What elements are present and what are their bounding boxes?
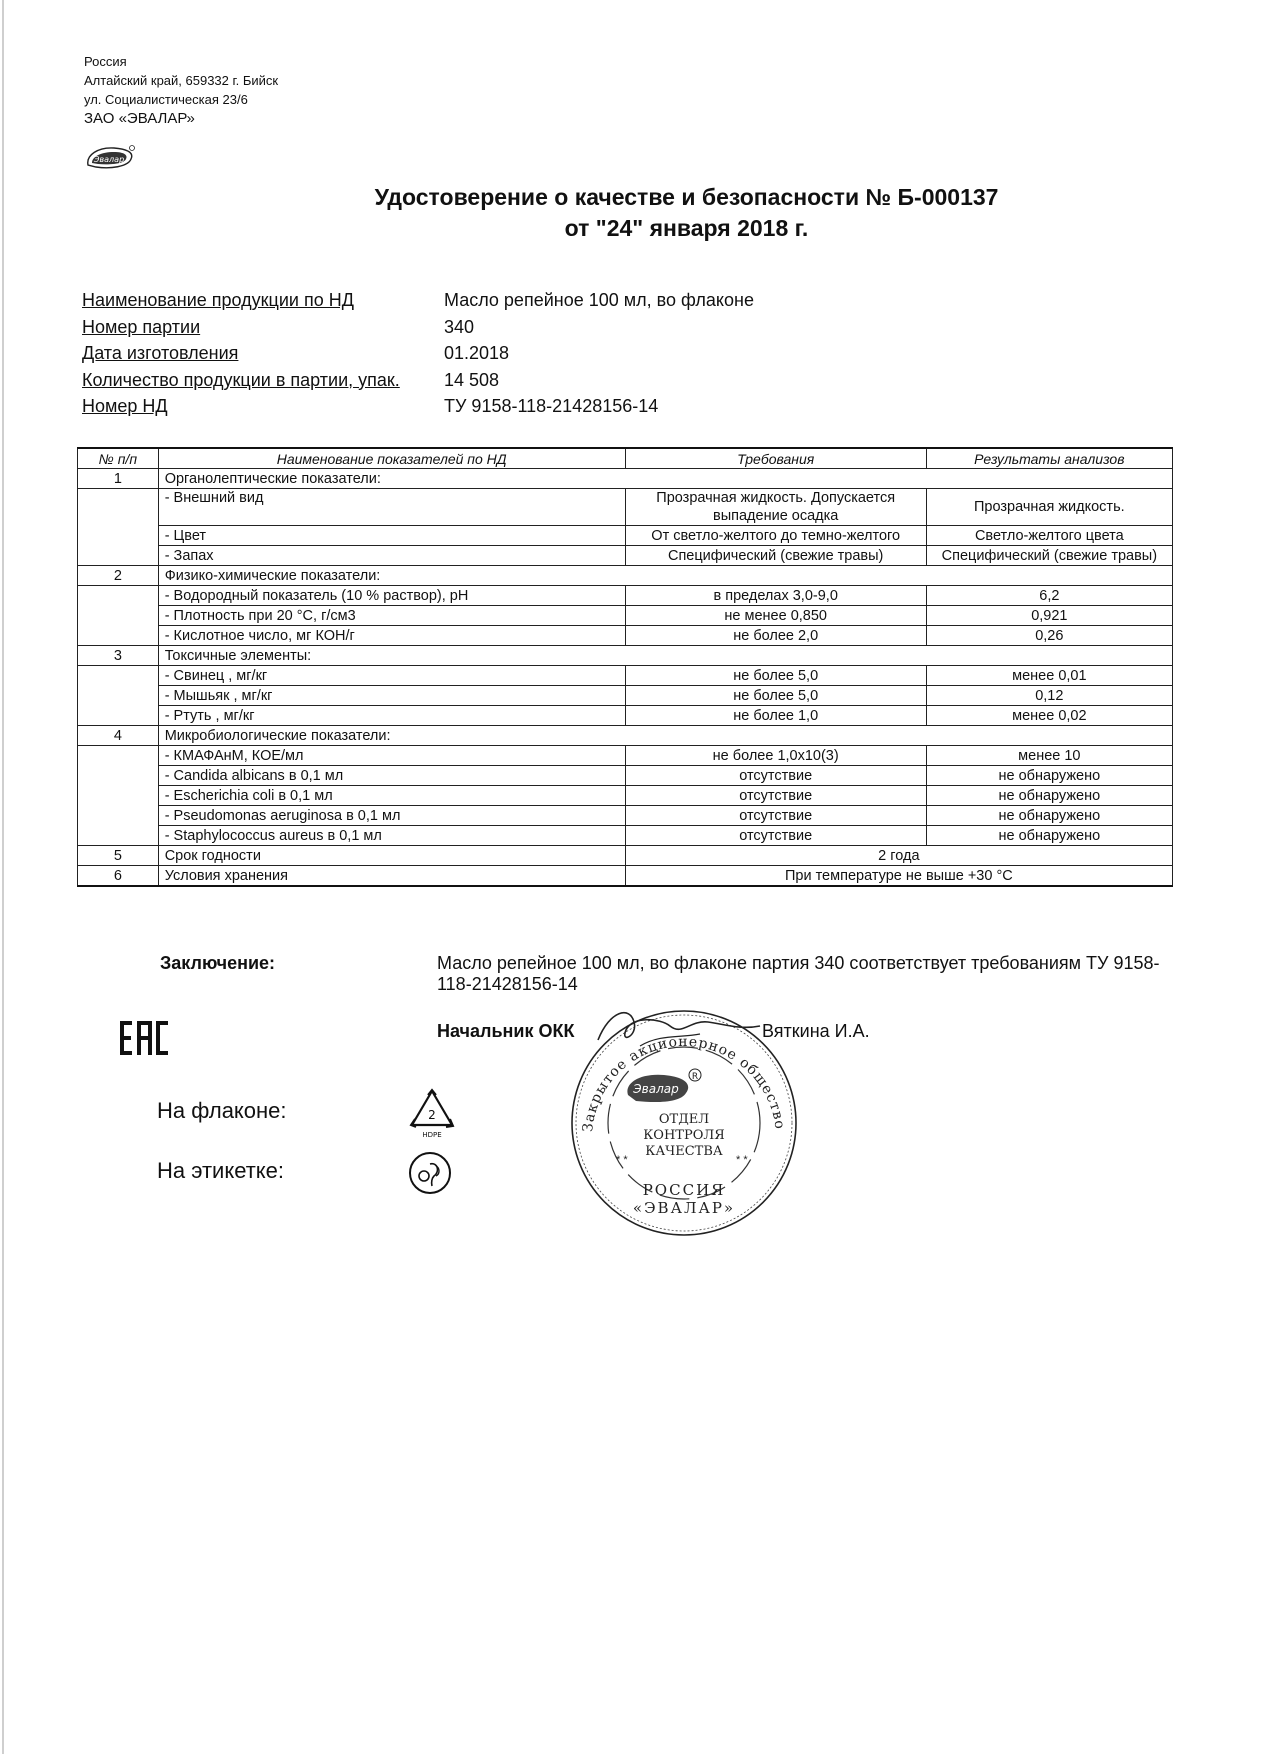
chief-name: Вяткина И.А. bbox=[762, 1021, 870, 1041]
param-result: менее 0,02 bbox=[926, 706, 1172, 726]
group-number: 1 bbox=[78, 469, 159, 489]
table-row bbox=[78, 666, 1173, 686]
table-row bbox=[78, 766, 1173, 786]
group-number: 6 bbox=[78, 866, 159, 887]
table-row bbox=[78, 806, 1173, 826]
group-value: При температуре не выше +30 °С bbox=[625, 866, 1172, 887]
param-name: - Плотность при 20 °С, г/см3 bbox=[158, 606, 625, 626]
stamp-logo bbox=[627, 1069, 701, 1102]
group-number: 4 bbox=[78, 726, 159, 746]
param-result: 0,26 bbox=[926, 626, 1172, 646]
param-result: не обнаружено bbox=[926, 766, 1172, 786]
param-name: - Escherichia coli в 0,1 мл bbox=[158, 786, 625, 806]
label-mark-label: На этикетке: bbox=[157, 1158, 285, 1183]
info-label: Количество продукции в партии, упак. bbox=[82, 369, 400, 390]
col-header: № п/п bbox=[78, 448, 159, 469]
param-requirement: отсутствие bbox=[625, 766, 926, 786]
param-result: Светло-желтого цвета bbox=[926, 526, 1172, 546]
table-row bbox=[78, 706, 1173, 726]
param-result: Прозрачная жидкость. bbox=[926, 489, 1172, 526]
param-requirement: не менее 0,850 bbox=[625, 606, 926, 626]
svg-text:R: R bbox=[691, 1072, 699, 1082]
svg-text:* *: * * bbox=[616, 1154, 628, 1166]
table-row bbox=[78, 686, 1173, 706]
table-row bbox=[78, 546, 1173, 566]
param-requirement: отсутствие bbox=[625, 786, 926, 806]
group-title: Условия хранения bbox=[158, 866, 625, 887]
svg-text:Эвалар: Эвалар bbox=[633, 1082, 679, 1096]
info-label: Наименование продукции по НД bbox=[82, 290, 354, 310]
eco-icon bbox=[406, 1150, 454, 1201]
table-row bbox=[78, 586, 1173, 606]
info-value: 01.2018 bbox=[444, 343, 510, 363]
group-title: Срок годности bbox=[158, 846, 625, 866]
sender-address bbox=[84, 52, 278, 128]
param-name: - Мышьяк , мг/кг bbox=[158, 686, 625, 706]
param-result: менее 0,01 bbox=[926, 666, 1172, 686]
quality-table bbox=[77, 447, 1173, 887]
param-requirement: От светло-желтого до темно-желтого bbox=[625, 526, 926, 546]
group-title: Микробиологические показатели: bbox=[158, 726, 1172, 746]
group-row bbox=[78, 726, 1173, 746]
address-line: Алтайский край, 659332 г. Бийск bbox=[84, 73, 279, 88]
group-number: 5 bbox=[78, 846, 159, 866]
group-row bbox=[78, 566, 1173, 586]
info-value: ТУ 9158-118-21428156-14 bbox=[444, 396, 659, 416]
group-number: 2 bbox=[78, 566, 159, 586]
svg-text:РОССИЯ: РОССИЯ bbox=[642, 1181, 726, 1199]
param-name: - Candida albicans в 0,1 мл bbox=[158, 766, 625, 786]
param-requirement: не более 5,0 bbox=[625, 686, 926, 706]
svg-text:2: 2 bbox=[428, 1108, 436, 1122]
document-title: Удостоверение о качестве и безопасности № Б-000137 bbox=[374, 184, 999, 210]
param-requirement: отсутствие bbox=[625, 826, 926, 846]
group-title: Токсичные элементы: bbox=[158, 646, 1172, 666]
info-value: 340 bbox=[444, 316, 475, 337]
param-result: не обнаружено bbox=[926, 826, 1172, 846]
param-result: Специфический (свежие травы) bbox=[926, 546, 1172, 566]
company-name: ЗАО «ЭВАЛАР» bbox=[84, 110, 195, 127]
conclusion-label: Заключение: bbox=[160, 953, 276, 973]
chief-position: Начальник ОКК bbox=[437, 1021, 575, 1041]
group-title: Органолептические показатели: bbox=[158, 469, 1172, 489]
param-result: 0,921 bbox=[926, 606, 1172, 626]
address-line: Россия bbox=[84, 54, 127, 69]
param-result: 0,12 bbox=[926, 686, 1172, 706]
param-name: - Внешний вид bbox=[158, 489, 625, 526]
group-row bbox=[78, 469, 1173, 489]
info-value: 14 508 bbox=[444, 369, 500, 390]
col-header: Результаты анализов bbox=[926, 448, 1172, 469]
param-result: не обнаружено bbox=[926, 806, 1172, 826]
table-header-row bbox=[78, 448, 1173, 469]
group-row bbox=[78, 646, 1173, 666]
param-name: - Цвет bbox=[158, 526, 625, 546]
svg-text:ОТДЕЛ: ОТДЕЛ bbox=[658, 1112, 710, 1127]
group-title: Физико-химические показатели: bbox=[158, 566, 1172, 586]
svg-text:КАЧЕСТВА: КАЧЕСТВА bbox=[645, 1144, 723, 1159]
table-row bbox=[78, 626, 1173, 646]
col-header: Требования bbox=[625, 448, 926, 469]
table-row bbox=[78, 786, 1173, 806]
param-requirement: в пределах 3,0-9,0 bbox=[625, 586, 926, 606]
info-label: Номер НД bbox=[82, 396, 168, 416]
param-name: - Свинец , мг/кг bbox=[158, 666, 625, 686]
scan-edge bbox=[2, 0, 4, 1754]
param-result: 6,2 bbox=[926, 586, 1172, 606]
param-requirement: не более 2,0 bbox=[625, 626, 926, 646]
table-row bbox=[78, 606, 1173, 626]
param-result: менее 10 bbox=[926, 746, 1172, 766]
table-row bbox=[78, 826, 1173, 846]
svg-text:* *: * * bbox=[736, 1154, 748, 1166]
param-requirement: не более 1,0x10(3) bbox=[625, 746, 926, 766]
svg-text:HDPE: HDPE bbox=[422, 1131, 442, 1139]
group-number: 3 bbox=[78, 646, 159, 666]
param-name: - Запах bbox=[158, 546, 625, 566]
param-name: - Водородный показатель (10 % раствор), pH bbox=[158, 586, 625, 606]
bottle-mark-label: На флаконе: bbox=[157, 1098, 287, 1123]
table-row bbox=[78, 526, 1173, 546]
group-row bbox=[78, 846, 1173, 866]
param-requirement: не более 5,0 bbox=[625, 666, 926, 686]
group-value: 2 года bbox=[625, 846, 1172, 866]
info-label: Дата изготовления bbox=[82, 343, 239, 363]
param-name: - Pseudomonas aeruginosa в 0,1 мл bbox=[158, 806, 625, 826]
svg-text:КОНТРОЛЯ: КОНТРОЛЯ bbox=[643, 1128, 725, 1143]
group-row bbox=[78, 866, 1173, 887]
param-result: не обнаружено bbox=[926, 786, 1172, 806]
document-date: от "24" января 2018 г. bbox=[564, 215, 809, 241]
param-name: - Кислотное число, мг КОН/г bbox=[158, 626, 625, 646]
address-line: ул. Социалистическая 23/6 bbox=[84, 92, 248, 107]
param-requirement: Прозрачная жидкость. Допускается выпадение осадка bbox=[625, 489, 926, 526]
evalar-logo bbox=[84, 143, 136, 176]
svg-text:«ЭВАЛАР»: «ЭВАЛАР» bbox=[632, 1199, 736, 1217]
eac-mark bbox=[118, 1018, 170, 1063]
info-label: Номер партии bbox=[82, 316, 201, 337]
param-requirement: отсутствие bbox=[625, 806, 926, 826]
param-requirement: не более 1,0 bbox=[625, 706, 926, 726]
param-name: - Staphylococcus aureus в 0,1 мл bbox=[158, 826, 625, 846]
col-header: Наименование показателей по НД bbox=[158, 448, 625, 469]
recycle-hdpe-icon bbox=[406, 1087, 458, 1148]
table-row bbox=[78, 746, 1173, 766]
table-row bbox=[78, 489, 1173, 526]
conclusion-text: Масло репейное 100 мл, во флаконе партия 340 соответствует требованиям ТУ 9158-118-21428156-14 bbox=[437, 953, 1160, 994]
param-name: - КМАФАнМ, КОЕ/мл bbox=[158, 746, 625, 766]
param-requirement: Специфический (свежие травы) bbox=[625, 546, 926, 566]
param-name: - Ртуть , мг/кг bbox=[158, 706, 625, 726]
signature bbox=[590, 1000, 770, 1065]
svg-text:Закрытое акционерное общество: Закрытое акционерное общество bbox=[580, 1033, 788, 1133]
svg-text:Эвалар: Эвалар bbox=[93, 155, 125, 164]
info-value: Масло репейное 100 мл, во флаконе bbox=[444, 290, 754, 310]
